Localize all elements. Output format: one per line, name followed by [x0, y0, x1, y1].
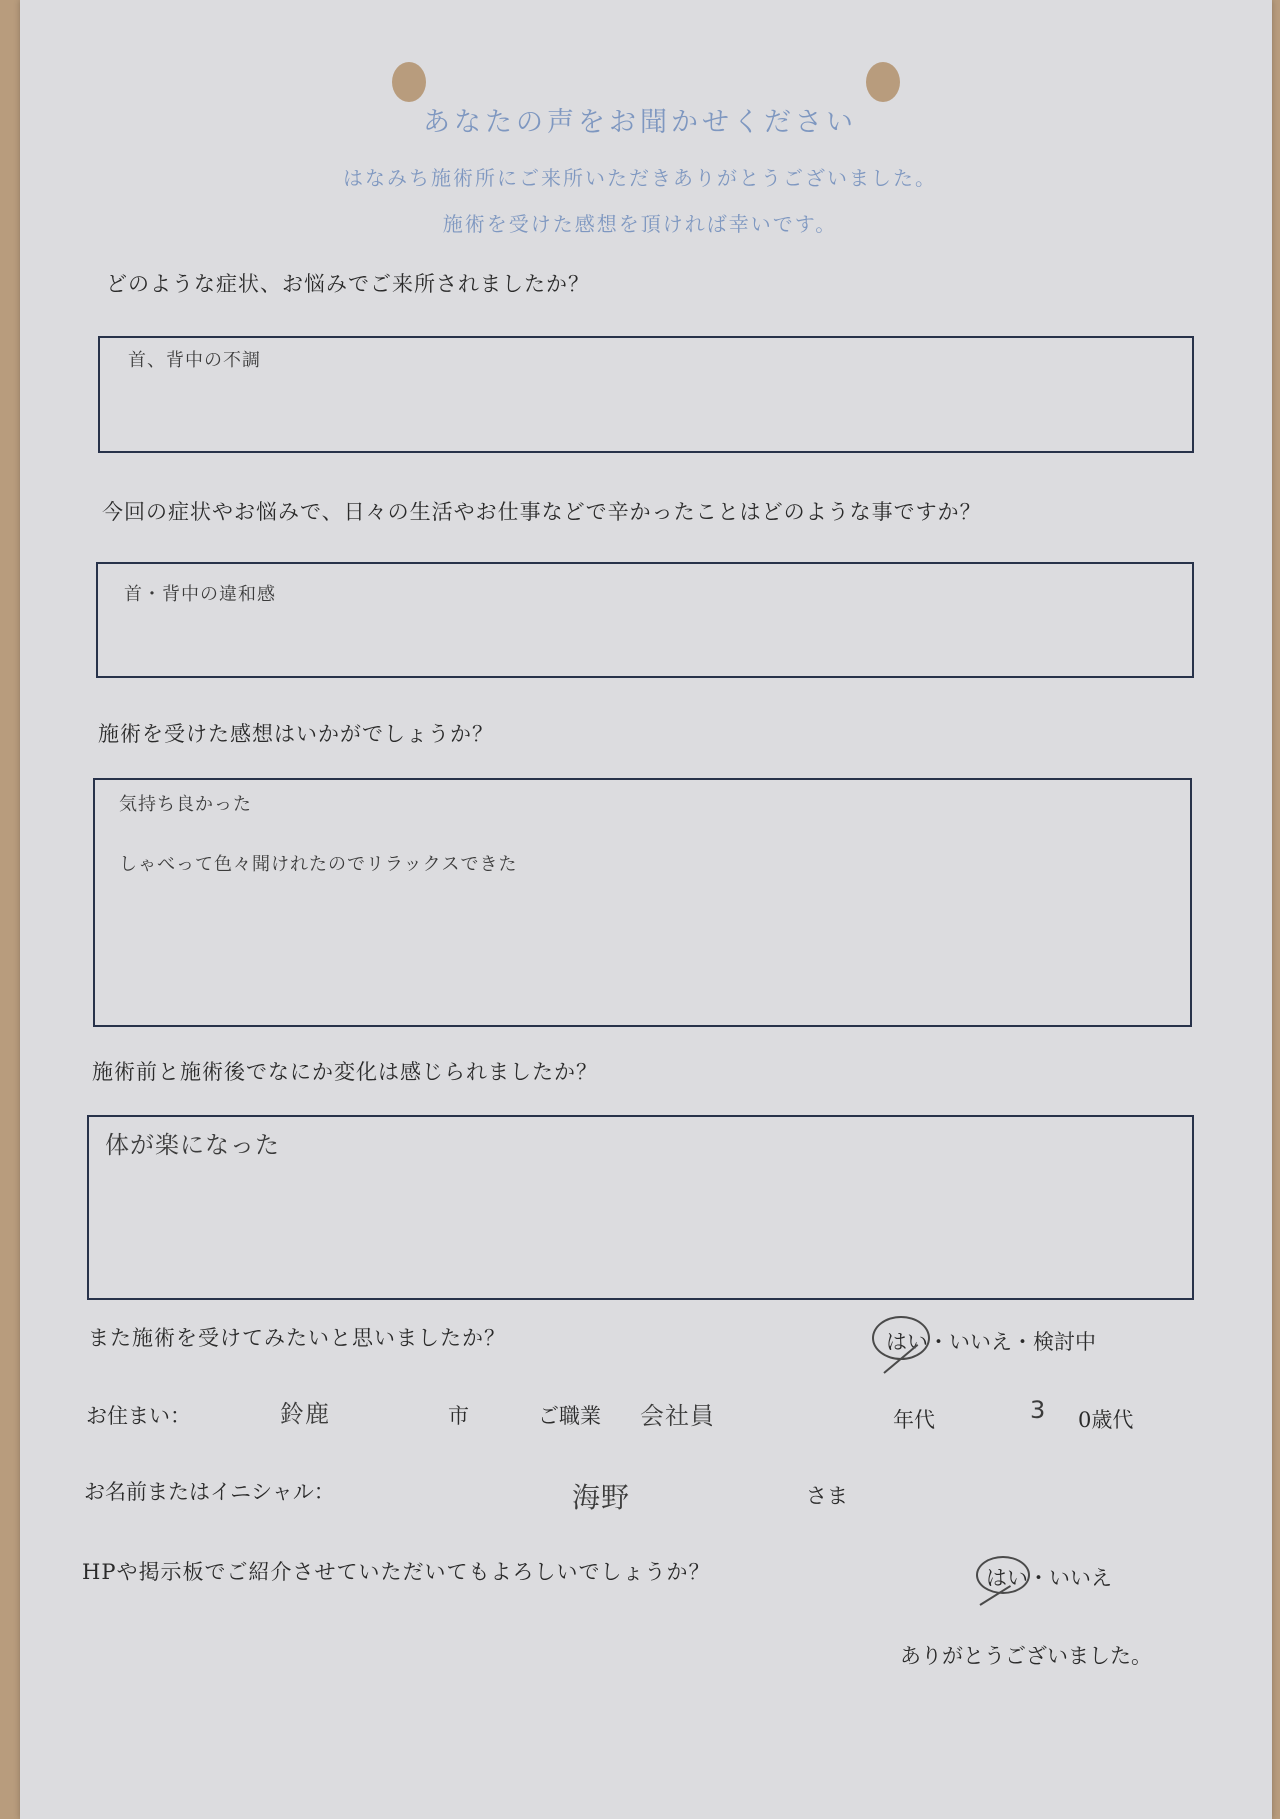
answer-1-line-1: 首、背中の不調: [128, 350, 261, 371]
survey-title: あなたの声をお聞かせください: [423, 107, 857, 138]
answer-box-2: [96, 562, 1194, 678]
answer-box-3: [93, 778, 1192, 1027]
revisit-options: はい・いいえ・検討中: [886, 1330, 1096, 1354]
question-3: 施術を受けた感想はいかがでしょうか？: [98, 722, 494, 746]
request-line: 施術を受けた感想を頂ければ幸いです。: [442, 212, 838, 236]
name-label: お名前またはイニシャル：: [84, 1480, 335, 1504]
residence-label: お住まい：: [86, 1404, 191, 1428]
residence-suffix: 市: [448, 1404, 469, 1428]
answer-3-line-1: 気持ち良かった: [119, 794, 252, 815]
question-2: 今回の症状やお悩みで、日々の生活やお仕事などで辛かったことはどのような事ですか？: [102, 500, 982, 524]
age-label: 年代: [893, 1408, 935, 1432]
name-value: 海野: [572, 1481, 631, 1514]
closing-text: ありがとうございました。: [900, 1644, 1152, 1668]
age-suffix: 0歳代: [1078, 1408, 1134, 1432]
answer-box-1: [98, 336, 1194, 453]
occupation-value: 会社員: [640, 1402, 715, 1430]
answer-box-4: [87, 1115, 1194, 1300]
publish-options: はい・いいえ: [986, 1566, 1112, 1590]
publish-question: HPや掲示板でご紹介させていただいてもよろしいでしょうか？: [82, 1560, 711, 1584]
punch-hole-left: [392, 62, 426, 102]
answer-2-line-1: 首・背中の違和感: [124, 584, 276, 605]
revisit-question: また施術を受けてみたいと思いましたか？: [88, 1326, 506, 1350]
question-4: 施術前と施術後でなにか変化は感じられましたか？: [92, 1060, 598, 1084]
occupation-label: ご職業: [538, 1404, 601, 1428]
residence-value: 鈴鹿: [280, 1400, 330, 1428]
punch-hole-right: [866, 62, 900, 102]
question-1: どのような症状、お悩みでご来所されましたか？: [106, 272, 590, 296]
age-decade: 3: [1030, 1396, 1047, 1424]
name-suffix: さま: [806, 1484, 848, 1508]
revisit-selected-mark: [872, 1316, 930, 1360]
answer-3-line-2: しゃべって色々聞けれたのでリラックスできた: [119, 854, 518, 875]
thanks-line: はなみち施術所にご来所いただきありがとうございました。: [343, 166, 937, 190]
answer-4-line-1: 体が楽になった: [105, 1131, 280, 1159]
